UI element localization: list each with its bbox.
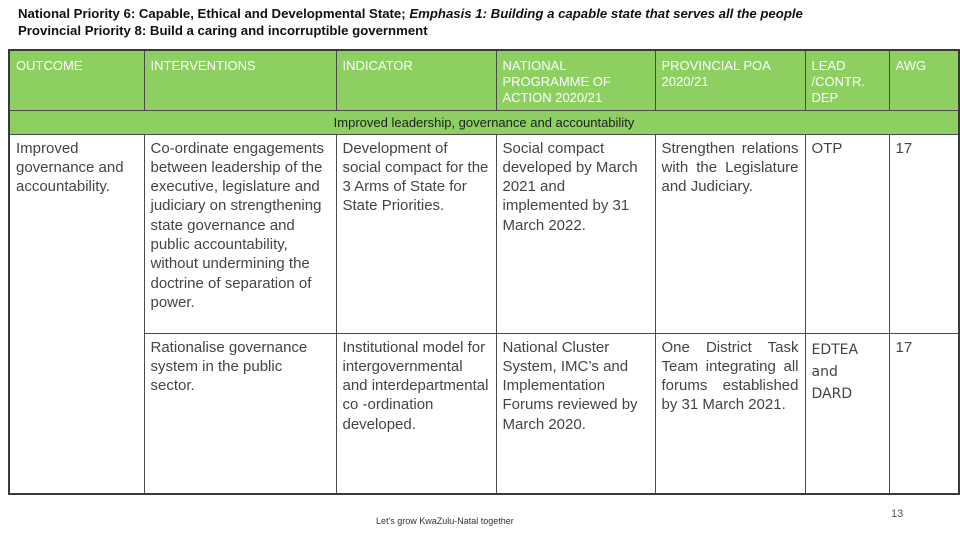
table-row [9, 333, 959, 494]
programme-of-action-table [8, 49, 960, 495]
awg-cell: 17 [889, 134, 959, 333]
table-row [9, 134, 959, 333]
section-label: Improved leadership, governance and accountability [9, 110, 959, 134]
section-row [9, 110, 959, 134]
outcome-cell: Improved governance and accountability. [9, 134, 144, 494]
column-header-indicator: INDICATOR [336, 50, 496, 110]
provincial-poa-cell: One District Task Team integrating all forums established by 31 March 2021. [655, 333, 805, 494]
indicator-cell: Institutional model for intergovernmental and interdepartmental co -ordination developed. [336, 333, 496, 494]
indicator-cell: Development of social compact for the 3 Arms of State for State Priorities. [336, 134, 496, 333]
column-header-interventions: INTERVENTIONS [144, 50, 336, 110]
page-number: 13 [891, 508, 904, 520]
provincial-poa-cell: Strengthen relations with the Legislature and Judiciary. [655, 134, 805, 333]
footer-slogan: Let's grow KwaZulu-Natal together [376, 516, 514, 526]
lead-dept-cell: EDTEA and DARD [805, 333, 889, 494]
column-header-awg: AWG [889, 50, 959, 110]
lead-dept-cell: OTP [805, 134, 889, 333]
national-poa-cell: National Cluster System, IMC’s and Implementation Forums reviewed by March 2020. [496, 333, 655, 494]
table-header-row [9, 50, 959, 110]
column-header-outcome: OUTCOME [9, 50, 144, 110]
provincial-priority-heading: Provincial Priority 8: Build a caring and incorruptible government [18, 23, 428, 38]
column-header-provincial-poa: PROVINCIAL POA 2020/21 [655, 50, 805, 110]
intervention-cell: Co-ordinate engagements between leadership of the executive, legislature and judiciary on strengthening state governance and public accountability, without undermining the doctrine of separation of power. [144, 134, 336, 333]
awg-cell: 17 [889, 333, 959, 494]
national-poa-cell: Social compact developed by March 2021 and implemented by 31 March 2022. [496, 134, 655, 333]
column-header-lead-dept: LEAD /CONTR. DEP [805, 50, 889, 110]
national-priority-heading [18, 6, 803, 21]
column-header-national-poa: NATIONAL PROGRAMME OF ACTION 2020/21 [496, 50, 655, 110]
national-priority-text: National Priority 6: Capable, Ethical and Developmental State; [18, 6, 410, 21]
emphasis-text: Emphasis 1: Building a capable state that serves all the people [409, 6, 803, 21]
intervention-cell: Rationalise governance system in the public sector. [144, 333, 336, 494]
